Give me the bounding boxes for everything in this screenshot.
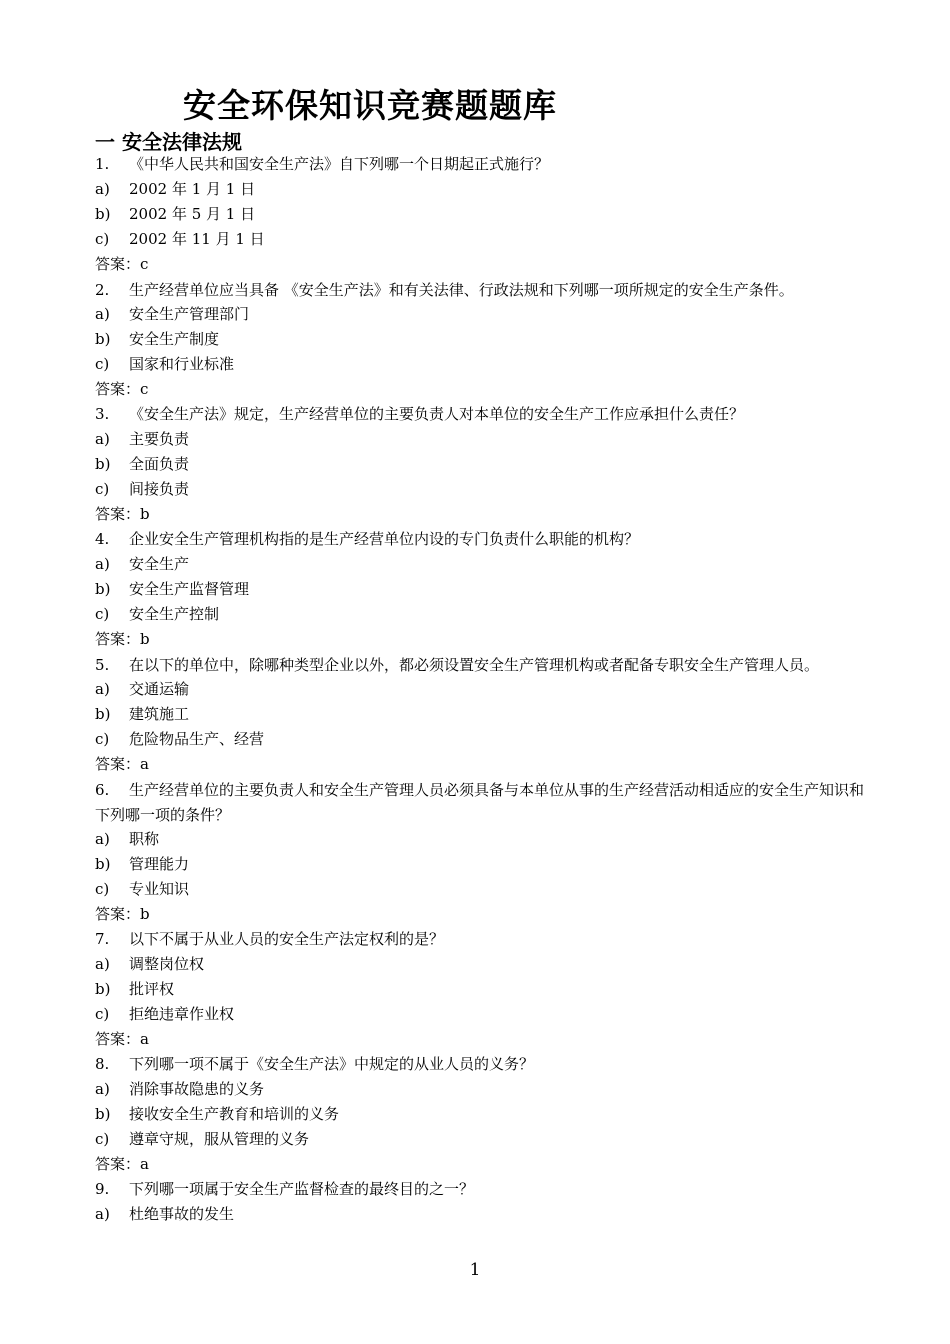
answer-line: 答案：a (95, 1155, 149, 1173)
option-key: c) (95, 880, 110, 898)
answer-line: 答案：a (95, 1030, 149, 1048)
question-text: 企业安全生产管理机构指的是生产经营单位内设的专门负责什么职能的机构？ (129, 530, 640, 548)
option-key: a) (95, 305, 110, 323)
option-item (95, 328, 865, 353)
option-item (95, 453, 865, 478)
question-number: 4. (95, 530, 110, 548)
option-item (95, 203, 865, 228)
question-text: 下列哪一项属于安全生产监督检查的最终目的之一？ (129, 1180, 475, 1198)
question-text: 《安全生产法》规定，生产经营单位的主要负责人对本单位的安全生产工作应承担什么责任？ (129, 405, 745, 423)
option-key: b) (95, 330, 111, 348)
option-key: c) (95, 1005, 110, 1023)
question-item (95, 153, 865, 178)
option-key: c) (95, 605, 110, 623)
option-item (95, 978, 865, 1003)
option-item (95, 303, 865, 328)
option-text: 批评权 (129, 980, 175, 998)
option-item (95, 1128, 865, 1153)
question-item (95, 528, 865, 553)
option-item (95, 678, 865, 703)
option-text: 杜绝事故的发生 (129, 1205, 235, 1223)
option-text: 间接负责 (129, 480, 190, 498)
answer-line: 答案：b (95, 630, 150, 648)
question-item (95, 928, 865, 953)
option-item (95, 478, 865, 503)
option-key: a) (95, 555, 110, 573)
answer-line: 答案：b (95, 505, 150, 523)
option-text: 职称 (129, 830, 160, 848)
question-list (95, 153, 865, 1228)
option-text: 建筑施工 (129, 705, 190, 723)
option-key: b) (95, 705, 111, 723)
option-item (95, 1203, 865, 1228)
option-key: c) (95, 355, 110, 373)
question-number: 1. (95, 155, 110, 173)
page-title: 安全环保知识竞赛题题库 (183, 86, 557, 125)
section-heading: 一 安全法律法规 (95, 130, 242, 154)
question-number: 9. (95, 1180, 110, 1198)
question-text: 下列哪一项不属于《安全生产法》中规定的从业人员的义务？ (129, 1055, 535, 1073)
option-text: 调整岗位权 (129, 955, 205, 973)
option-text: 安全生产监督管理 (129, 580, 250, 598)
question-item (95, 1053, 865, 1078)
option-key: c) (95, 480, 110, 498)
option-text: 危险物品生产、经营 (129, 730, 265, 748)
question-number: 6. (95, 781, 110, 799)
option-key: c) (95, 230, 110, 248)
option-text: 专业知识 (129, 880, 190, 898)
option-key: b) (95, 980, 111, 998)
option-item (95, 178, 865, 203)
question-text: 生产经营单位应当具备 《安全生产法》和有关法律、行政法规和下列哪一项所规定的安全生产条件。 (129, 281, 794, 299)
option-text: 国家和行业标准 (129, 355, 235, 373)
question-item (95, 653, 865, 678)
option-item (95, 878, 865, 903)
option-key: c) (95, 1130, 110, 1148)
option-text: 拒绝违章作业权 (129, 1005, 235, 1023)
option-text: 安全生产 (129, 555, 190, 573)
option-item (95, 553, 865, 578)
option-text: 2002 年 11 月 1 日 (129, 230, 265, 248)
option-key: a) (95, 830, 110, 848)
option-item (95, 1003, 865, 1028)
option-text: 安全生产管理部门 (129, 305, 250, 323)
page-number: 1 (469, 1260, 481, 1280)
option-key: b) (95, 855, 111, 873)
option-item (95, 428, 865, 453)
option-item (95, 953, 865, 978)
question-number: 2. (95, 281, 110, 299)
question-item (95, 403, 865, 428)
question-number: 3. (95, 405, 110, 423)
option-item (95, 228, 865, 253)
question-number: 7. (95, 930, 110, 948)
option-key: a) (95, 1205, 110, 1223)
option-key: c) (95, 730, 110, 748)
option-key: b) (95, 455, 111, 473)
option-item (95, 603, 865, 628)
option-text: 2002 年 1 月 1 日 (129, 180, 256, 198)
option-text: 遵章守规，服从管理的义务 (129, 1130, 310, 1148)
option-item (95, 1078, 865, 1103)
question-number: 8. (95, 1055, 110, 1073)
answer-line: 答案：b (95, 905, 150, 923)
answer-line: 答案：c (95, 380, 149, 398)
question-item (95, 1178, 865, 1203)
question-text: 在以下的单位中，除哪种类型企业以外，都必须设置安全生产管理机构或者配备专职安全生产管理人员。 (129, 656, 820, 674)
option-item (95, 828, 865, 853)
option-key: b) (95, 580, 111, 598)
question-text: 生产经营单位的主要负责人和安全生产管理人员必须具备与本单位从事的生产经营活动相适应的安全生产知识和下列哪一项的条件？ (95, 781, 865, 824)
option-key: a) (95, 430, 110, 448)
question-text: 《中华人民共和国安全生产法》自下列哪一个日期起正式施行？ (129, 155, 550, 173)
question-text: 以下不属于从业人员的安全生产法定权利的是？ (129, 930, 445, 948)
option-item (95, 703, 865, 728)
question-number: 5. (95, 656, 110, 674)
option-item (95, 728, 865, 753)
question-item (95, 778, 865, 828)
answer-line: 答案：c (95, 255, 149, 273)
option-text: 消除事故隐患的义务 (129, 1080, 265, 1098)
option-key: a) (95, 1080, 110, 1098)
option-key: a) (95, 680, 110, 698)
option-item (95, 578, 865, 603)
option-text: 全面负责 (129, 455, 190, 473)
answer-line: 答案：a (95, 755, 149, 773)
option-text: 2002 年 5 月 1 日 (129, 205, 256, 223)
option-key: a) (95, 955, 110, 973)
option-item (95, 1103, 865, 1128)
option-text: 安全生产制度 (129, 330, 220, 348)
option-text: 主要负责 (129, 430, 190, 448)
option-key: b) (95, 205, 111, 223)
option-text: 管理能力 (129, 855, 190, 873)
option-item (95, 853, 865, 878)
option-text: 安全生产控制 (129, 605, 220, 623)
option-key: b) (95, 1105, 111, 1123)
question-item (95, 278, 865, 303)
option-key: a) (95, 180, 110, 198)
option-item (95, 353, 865, 378)
option-text: 交通运输 (129, 680, 190, 698)
option-text: 接收安全生产教育和培训的义务 (129, 1105, 340, 1123)
